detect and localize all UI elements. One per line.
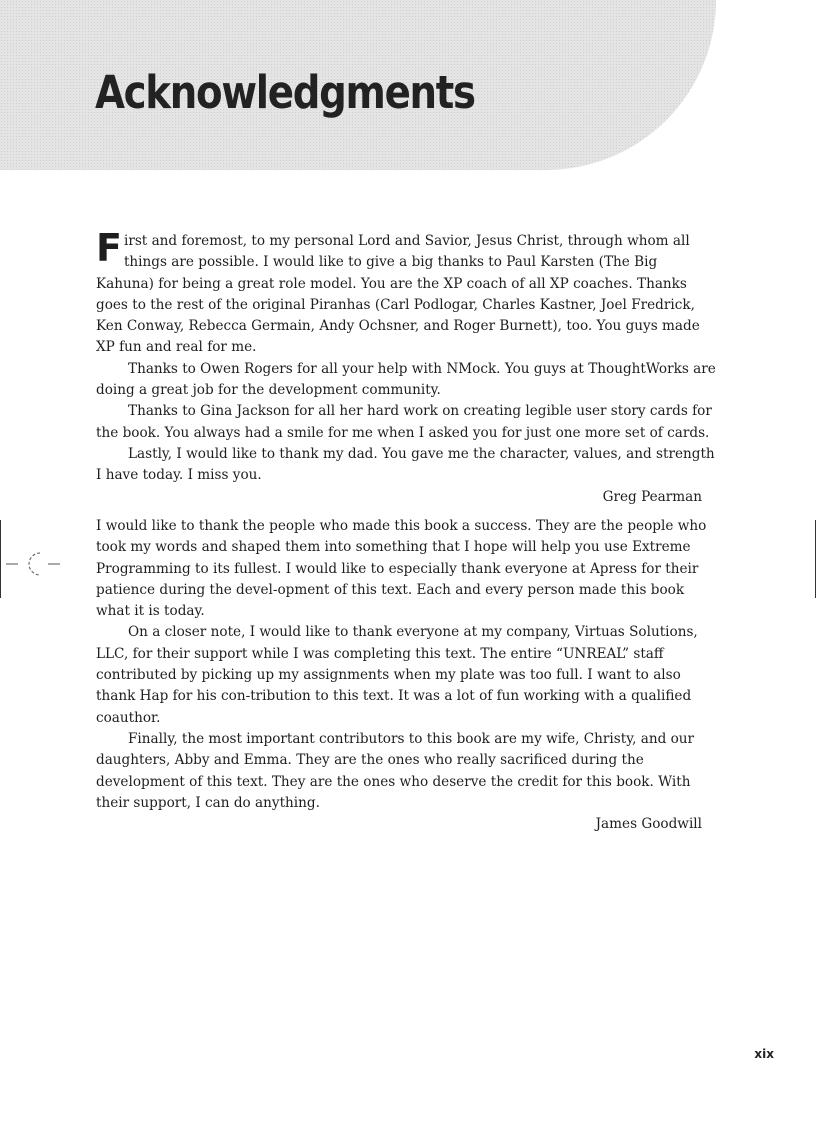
- paragraph: Thanks to Gina Jackson for all her hard work on creating legible user story cards for the book. You always had a smile for me when I asked you for just one more set of cards.: [96, 403, 712, 441]
- paragraph: I would like to thank the people who made this book a success. They are the people who took my words and shaped them into something that I hope will help you use Extreme Programming to its fullest. I would like to especially thank everyone at Apress for their patience during the devel-opment of this text. Each and every person made this book what it is today.: [96, 518, 707, 620]
- signature: Greg Pearman: [602, 488, 702, 505]
- page-number: xix: [754, 1047, 774, 1061]
- paragraph-text: irst and foremost, to my personal Lord and Savior, Jesus Christ, through whom all things are possible. I would like to give a big thanks to Paul Karsten (The Big Kahuna) for being a great role model. You are the XP coach of all XP coaches. Thanks goes to the rest of the original Piranhas (Carl Podlogar, Charles Kastner, Joel Fredrick, Ken Conway, Rebecca Germain, Andy Ochsner, and Roger Burnett), too. You guys made XP fun and real for me.: [96, 233, 700, 356]
- crop-line-left: [0, 520, 1, 598]
- paragraph: On a closer note, I would like to thank everyone at my company, Virtuas Solutions, LLC, for their support while I was completing this text. The entire “UNREAL” staff contributed by picking up my assignments when my plate was too full. I want to also thank Hap for his con-tribution to this text. It was a lot of fun working with a qualified coauthor.: [96, 624, 698, 726]
- acknowledgment-goodwill: [96, 516, 718, 835]
- acknowledgment-pearman: [96, 226, 718, 508]
- drop-cap: F: [96, 226, 122, 270]
- page-title: Acknowledgments: [95, 66, 475, 119]
- paragraph: [96, 226, 718, 359]
- paragraph: Thanks to Owen Rogers for all your help with NMock. You guys at ThoughtWorks are doing a great job for the development community.: [96, 360, 716, 399]
- signature: James Goodwill: [595, 816, 702, 833]
- paragraph: Lastly, I would like to thank my dad. You gave me the character, values, and strength I have today. I miss you.: [96, 445, 715, 484]
- paragraph: Finally, the most important contributors to this book are my wife, Christy, and our daughters, Abby and Emma. They are the ones who really sacrificed during the development of this text. They are the ones who deserve the credit for this book. With their support, I can do anything.: [96, 730, 695, 811]
- registration-mark-icon: [4, 549, 62, 579]
